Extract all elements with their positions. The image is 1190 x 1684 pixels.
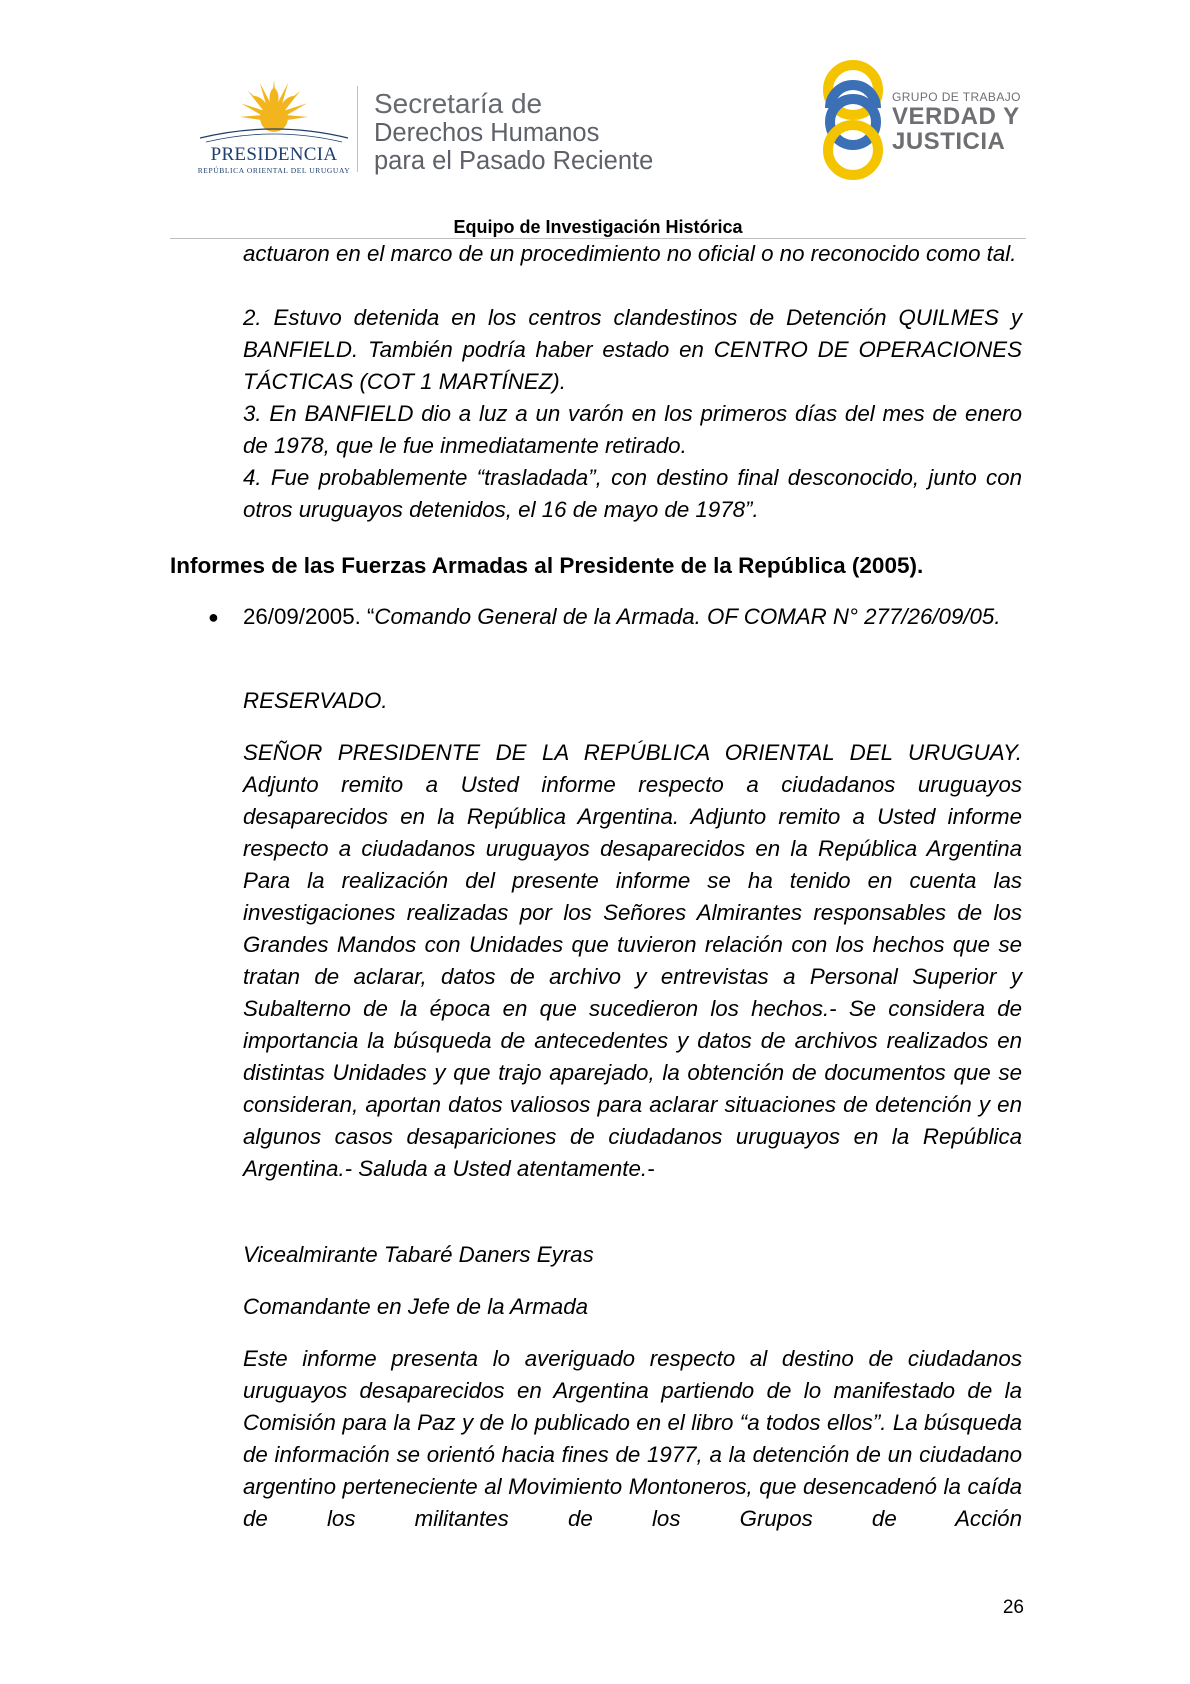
- presidencia-subtitle: REPÚBLICA ORIENTAL DEL URUGUAY: [197, 166, 351, 175]
- bullet-item: [243, 601, 1022, 633]
- reservado-label: RESERVADO.: [243, 688, 388, 713]
- secretaria-line-1: Secretaría de: [374, 88, 543, 119]
- secretaria-line-2: Derechos Humanos: [374, 119, 600, 147]
- bullet-icon: ●: [208, 607, 219, 627]
- page-header: [0, 0, 1190, 240]
- page-number: 26: [1002, 1597, 1024, 1618]
- presidencia-name: PRESIDENCIA: [210, 144, 338, 165]
- rings-icon: [818, 56, 888, 180]
- secretaria-title: [374, 89, 653, 175]
- logo-divider: [357, 86, 358, 172]
- team-title: Equipo de Investigación Histórica: [453, 217, 743, 237]
- grupo-line-2: VERDAD Y: [892, 103, 1020, 130]
- bullet-date: 26/09/2005. “: [243, 604, 375, 629]
- paragraph-item-4: 4. Fue probablemente “trasladada”, con destino final desconocido, junto con otros uruguayos detenidos, el 16 de mayo de 1978”.: [243, 465, 1022, 522]
- grupo-line-1: GRUPO DE TRABAJO: [892, 90, 1021, 104]
- verdad-justicia-logo: [818, 56, 1028, 180]
- bullet-text: Comando General de la Armada. OF COMAR N° 277/26/09/05.: [374, 604, 1001, 629]
- signer-title: Comandante en Jefe de la Armada: [243, 1294, 588, 1319]
- presidencia-logo: [196, 78, 352, 178]
- sun-icon: [196, 78, 352, 144]
- signer-name: Vicealmirante Tabaré Daners Eyras: [243, 1242, 594, 1267]
- grupo-line-3: JUSTICIA: [892, 128, 1006, 155]
- paragraph-item-2: 2. Estuvo detenida en los centros clandestinos de Detención QUILMES y BANFIELD. También podría haber estado en CENTRO DE OPERACIONES TÁCTICAS (COT 1 MARTÍNEZ).: [243, 305, 1022, 394]
- secretaria-line-3: para el Pasado Reciente: [374, 147, 654, 175]
- informe-paragraph: Este informe presenta lo averiguado respecto al destino de ciudadanos uruguayos desaparecidos en Argentina partiendo de lo manifestado de la Comisión para la Paz y de lo publicado en el libro “a todos ellos”. La búsqueda de información se orientó hacia fines de 1977, a la detención de un ciudadano argentino perteneciente al Movimiento Montoneros, que desencadenó la caída de los militantes de los Grupos de Acción: [243, 1346, 1022, 1531]
- paragraph-item-3: 3. En BANFIELD dio a luz a un varón en los primeros días del mes de enero de 1978, que le fue inmediatamente retirado.: [243, 401, 1022, 458]
- section-heading: Informes de las Fuerzas Armadas al Presidente de la República (2005).: [170, 553, 924, 578]
- letter-body: SEÑOR PRESIDENTE DE LA REPÚBLICA ORIENTAL DEL URUGUAY. Adjunto remito a Usted informe respecto a ciudadanos uruguayos desaparecidos en la República Argentina. Adjunto remito a Usted informe respecto a ciudadanos uruguayos desaparecidos en la República Argentina Para la realización del presente informe se ha tenido en cuenta las investigaciones realizadas por los Señores Almirantes responsables de los Grandes Mandos con Unidades que tuvieron relación con los hechos que se tratan de aclarar, datos de archivo y entrevistas a Personal Superior y Subalterno de la época en que sucedieron los hechos.- Se considera de importancia la búsqueda de antecedentes y datos de archivos realizados en distintas Unidades y que trajo aparejado, la obtención de documentos que se consideran, aportan datos valiosos para aclarar situaciones de detención y en algunos casos desapariciones de ciudadanos uruguayos en la República Argentina.- Saluda a Usted atentamente.-: [243, 740, 1022, 1181]
- paragraph-continued: actuaron en el marco de un procedimiento no oficial o no reconocido como tal.: [243, 241, 1017, 266]
